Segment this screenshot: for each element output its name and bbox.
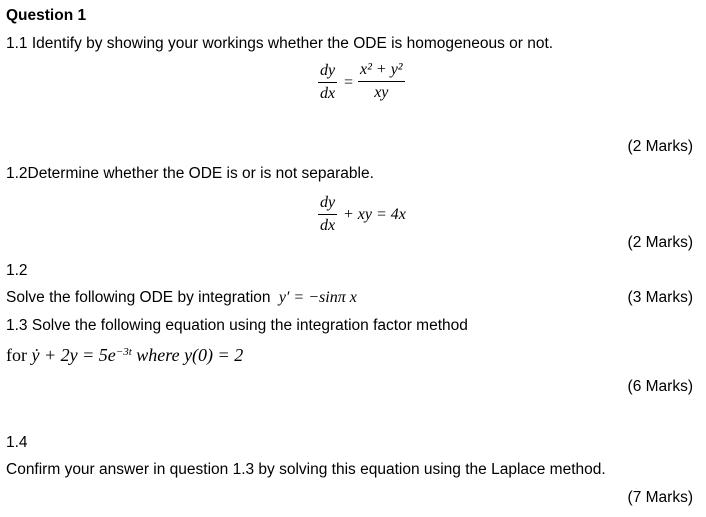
q1-4-marks: (7 Marks) — [627, 489, 693, 506]
q1-2-denominator: dx — [320, 217, 336, 234]
q1-2-marks: (2 Marks) — [627, 234, 693, 251]
q1-1-lhs-denominator: dx — [320, 85, 336, 102]
question-1-4-text: Confirm your answer in question 1.3 by solving this equation using the Laplace method. — [6, 461, 606, 478]
q1-2-equation-rest: + xy = 4x — [343, 206, 406, 223]
q1-1-equals-sign: = — [344, 74, 354, 91]
q1-3-equation-main: ẏ + 2y = 5e — [31, 345, 116, 365]
q1-3-equation-suffix: where y(0) = 2 — [136, 345, 244, 365]
q1-3-equation — [6, 346, 243, 364]
q1-3-equation-prefix: for — [6, 345, 27, 365]
q1-2-numerator: dy — [320, 194, 336, 211]
question-1-2-number: 1.2 — [6, 262, 28, 279]
question-1-2-separable-text: 1.2Determine whether the ODE is or is not separable. — [6, 165, 374, 182]
q1-1-rhs-numerator: x² + y² — [360, 61, 403, 78]
q1-1-rhs-fraction — [358, 62, 405, 101]
question-1-3-text: 1.3 Solve the following equation using the integration factor method — [6, 317, 468, 334]
q1-3-marks: (6 Marks) — [627, 378, 693, 395]
q1-2b-text: Solve the following ODE by integration — [6, 289, 271, 306]
q1-1-lhs-fraction — [318, 63, 337, 102]
q1-2-fraction — [318, 195, 337, 234]
q1-1-lhs-numerator: dy — [320, 62, 336, 79]
q1-2b-marks: (3 Marks) — [627, 289, 693, 306]
q1-1-marks: (2 Marks) — [627, 138, 693, 155]
question-heading: Question 1 — [6, 7, 87, 24]
q1-1-rhs-denominator: xy — [374, 84, 389, 101]
q1-2b-equation: y′ = −sinπ x — [278, 289, 357, 306]
q1-3-exponent: −3t — [115, 346, 132, 358]
question-1-4-number: 1.4 — [6, 434, 28, 451]
question-1-1-text: 1.1 Identify by showing your workings whether the ODE is homogeneous or not. — [6, 35, 554, 52]
question-1-2-integration-text — [6, 290, 357, 306]
